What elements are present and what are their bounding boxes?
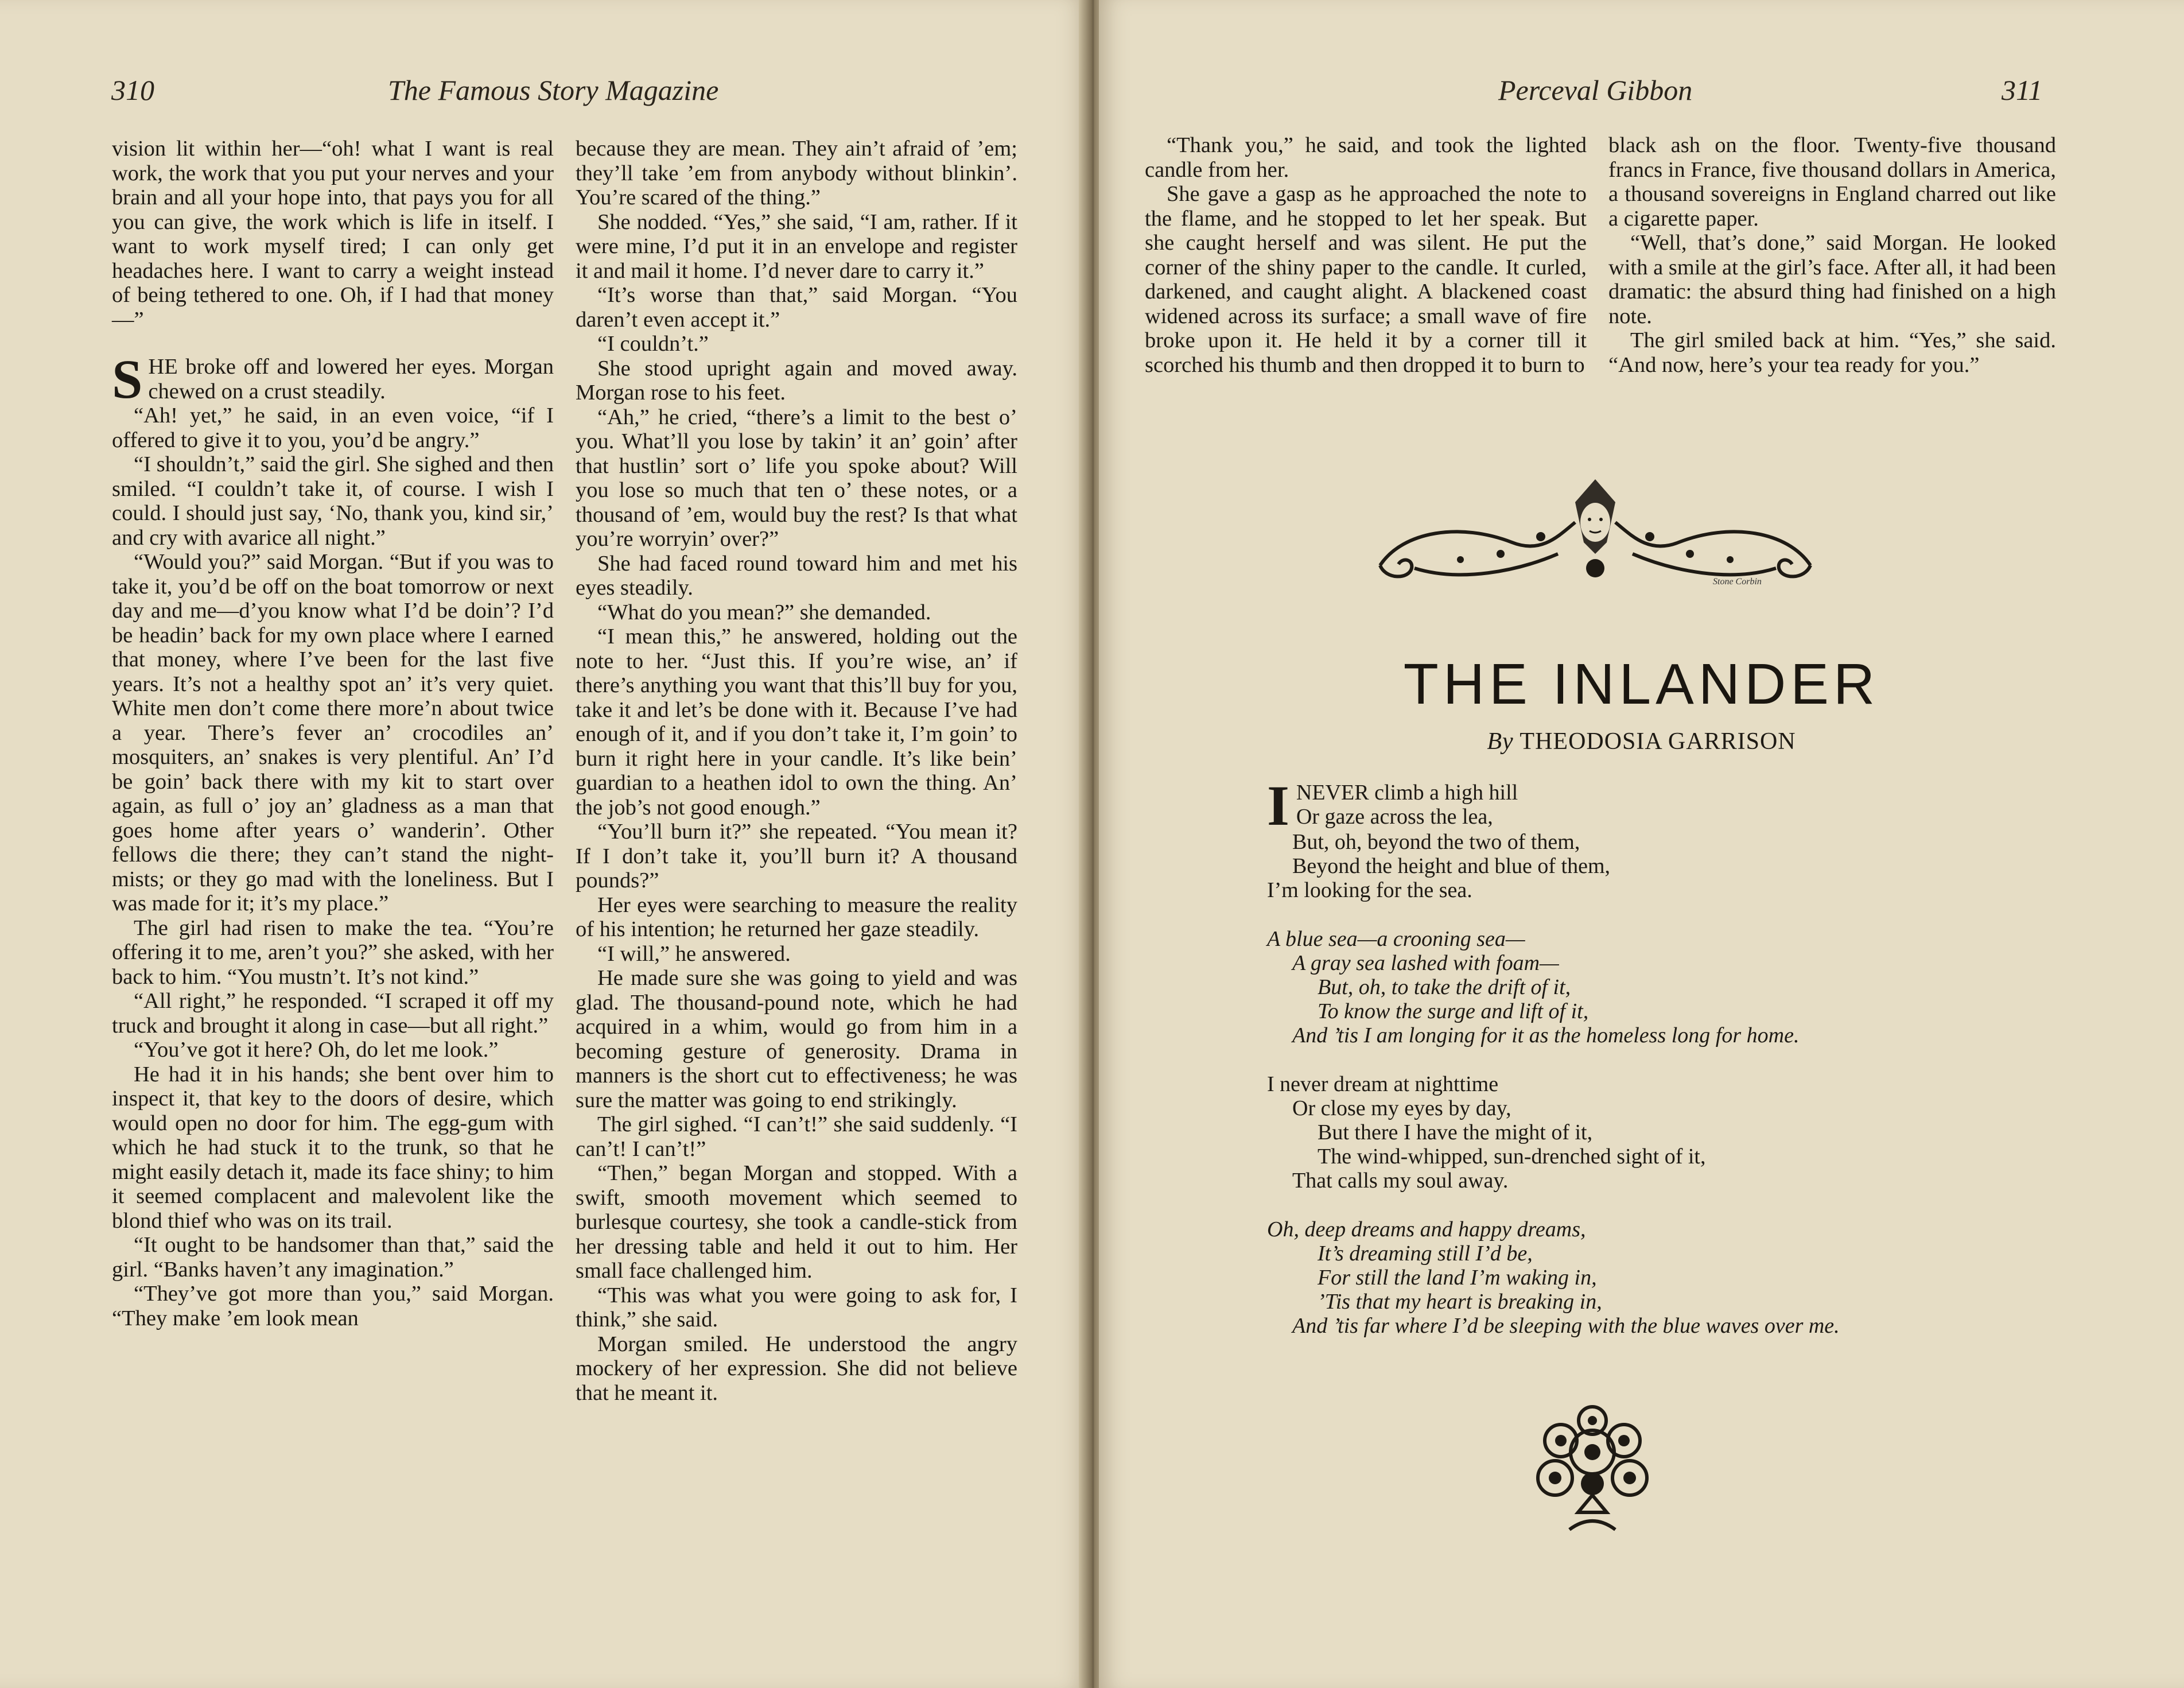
poem-line: It’s dreaming still I’d be, [1318,1241,1533,1266]
paragraph: vision lit within her—“oh! what I want is real work, the work that you put your nerves and your brain and all your hope into, that pays you for all you can give, the work which is life in itself. I want to work myself tired; I can only get headaches here. I want to carry a weight instead of being tethered to one. Oh, if I had that money—” [112,137,554,332]
paragraph: “You’ve got it here? Oh, do let me look.” [134,1038,499,1062]
paragraph: “Well, that’s done,” said Morgan. He looked with a smile at the girl’s face. After all, it had been dramatic: the absurd thing had finished on a high note. [1608,231,2056,328]
poem-line: But, oh, beyond the two of them, [1292,830,1580,854]
poem-line: And ’tis I am longing for it as the homeless long for home. [1292,1023,1800,1048]
page-number-left: 310 [111,74,154,106]
paragraph: “Ah! yet,” he said, in an even voice, “if I offered to give it to you, you’d be angry.” [112,403,554,452]
poem-line: I never dream at nighttime [1267,1072,1499,1096]
poem-line: To know the surge and lift of it, [1318,999,1589,1024]
stanza-3 [1267,1072,2013,1193]
poem-line: A blue sea—a crooning sea— [1267,926,1525,951]
stanza-2 [1267,927,2013,1048]
right-column-2 [1608,133,2056,377]
paragraph: black ash on the floor. Twenty-five thousand francs in France, five thousand dollars in America, a thousand sovereigns in England charred out like a cigarette paper. [1608,133,2056,231]
left-page [0,0,1087,1688]
paragraph: “All right,” he responded. “I scraped it off my truck and brought it along in case—but all right.” [112,989,554,1038]
paragraph: because they are mean. They ain’t afraid of ’em; they’ll take ’em from anybody without blinkin’. You’re scared of the thing.” [576,137,1017,209]
poem-author: THEODOSIA GARRISON [1520,728,1796,755]
left-column-1 [112,137,554,1330]
poem [1267,774,2013,1363]
poem-title: THE INLANDER [1403,652,1880,716]
poem-line: But, oh, to take the drift of it, [1318,975,1571,1000]
stanza-4 [1267,1217,2013,1338]
running-title-right: Perceval Gibbon [1498,74,1693,106]
poem-line: Or gaze across the lea, [1296,805,1493,829]
poem-line: ’Tis that my heart is breaking in, [1318,1290,1602,1314]
paragraph: “I will,” he answered. [597,941,791,966]
paragraph: “I mean this,” he answered, holding out the note to her. “Just this. If you’re wise, an’ if there’s anything you want that this’ll buy for you, take it and let’s be done with it. Because I’ve had enough of it, and if you don’t take it, I’m goin’ to burn it right here in your candle. It’s like bein’ guardian to a heathen idol to own the thing. An’ the job’s not good enough.” [576,624,1017,820]
paragraph: “You’ll burn it?” she repeated. “You mean it? If I don’t take it, you’ll burn it? A thousand pounds?” [576,820,1017,892]
poem-drop-cap: I [1267,774,1289,837]
poem-line: A gray sea lashed with foam— [1292,950,1559,975]
stanza-1 [1267,774,2013,903]
right-column-1 [1145,133,1587,377]
paragraph: “They’ve got more than you,” said Morgan. “They make ’em look mean [112,1282,554,1330]
poem-line: Or close my eyes by day, [1292,1096,1511,1120]
paragraph: “What do you mean?” she demanded. [597,600,931,624]
paragraph: “I shouldn’t,” said the girl. She sighed and then smiled. “I couldn’t take it, of course. I wish I could. I should just say, ‘No, thank you, kind sir,’ and cry with avarice all night.” [112,452,554,550]
paragraph: “Would you?” said Morgan. “But if you was to take it, you’d be off on the boat tomorrow or next day and me—d’you know what I’d be doin’? I’d be headin’ back for my own place where I earned that money, where I’ve been for the last five years. It’s not a healthy spot an’ it’s very quiet. White men don’t come there more’n about twice a year. There’s fever an’ crocodiles an’ mosquiters, an’ snakes is very plentiful. An’ I’d be goin’ back there with my kit to start over again, as full o’ joy an’ gladness as a man that goes home after years o’ wanderin’. Other fellows die there; they can’t stand the night-mists; or they go mad with the loneliness. But I was made for it; it’s my place.” [112,550,554,915]
paragraph: She stood upright again and moved away. Morgan rose to his feet. [576,356,1017,405]
paragraph: “It’s worse than that,” said Morgan. “You daren’t even accept it.” [576,283,1017,332]
paragraph: The girl smiled back at him. “Yes,” she said. “And now, here’s your tea ready for you.” [1608,328,2056,377]
byline-by: By [1487,728,1514,755]
paragraph [112,348,554,410]
paragraph: Her eyes were searching to measure the reality of his intention; he returned her gaze steadily. [576,892,1017,941]
paragraph: “I couldn’t.” [597,332,709,356]
paragraph: Morgan smiled. He understood the angry mockery of her expression. She did not believe that he meant it. [576,1332,1017,1405]
poem-line: NEVER climb a high hill [1296,781,1518,805]
paragraph-text: HE broke off and lowered her eyes. Morgan chewed on a crust steadily. [148,355,554,403]
paragraph: He made sure she was going to yield and was glad. The thousand-pound note, which he had acquired in a whim, would go from him in a becoming gesture of generosity. Drama in manners is the short cut to effectiveness; he was sure the matter was going to end strikingly. [576,966,1017,1112]
headpiece-ornament-icon [1369,468,1822,594]
byline [1099,728,2184,755]
running-title-left: The Famous Story Magazine [388,74,719,106]
poem-line: For still the land I’m waking in, [1318,1266,1597,1290]
poem-line: That calls my soul away. [1292,1169,1509,1193]
ornament-signature: Stone Corbin [1713,577,1762,587]
paragraph: “Then,” began Morgan and stopped. With a swift, smooth movement which seemed to burlesque courtesy, she took a candle-stick from her dressing table and held it out to him. Her small face challenged him. [576,1161,1017,1283]
paragraph: She gave a gasp as he approached the note to the flame, and he stopped to let her speak. But she caught herself and was silent. He put the corner of the shiny paper to the candle. It curled, darkened, and caught alight. A blackened coast widened across its surface; a small wave of fire broke upon it. He held it by a corner till it scorched his thumb and then dropped it to burn to [1145,182,1587,377]
paragraph: “Thank you,” he said, and took the lighted candle from her. [1145,133,1587,182]
paragraph: She had faced round toward him and met his eyes steadily. [576,551,1017,600]
poem-line: And ’tis far where I’d be sleeping with the blue waves over me. [1292,1314,1840,1338]
left-column-2 [576,137,1017,1405]
poem-line: Beyond the height and blue of them, [1292,854,1611,879]
poem-line: The wind-whipped, sun-drenched sight of it, [1318,1144,1706,1169]
paragraph: She nodded. “Yes,” she said, “I am, rather. If it were mine, I’d put it in an envelope and register it and mail it home. I’d never dare to carry it.” [576,209,1017,283]
flower-bouquet-icon [1515,1398,1670,1547]
poem-line: I’m looking for the sea. [1267,878,1472,903]
paragraph: The girl sighed. “I can’t!” she said suddenly. “I can’t! I can’t!” [576,1112,1017,1161]
paragraph: The girl had risen to make the tea. “You’re offering it to me, aren’t you?” she asked, with her back to him. “You mustn’t. It’s not kind.” [112,915,554,989]
paragraph: “Ah,” he cried, “there’s a limit to the best o’ you. What’ll you lose by takin’ it an’ goin’ after that hustlin’ sort o’ life you spoke about? Will you lose so much that ten o’ these notes, or a thousand of ’em, would buy the rest? Is that what you’re worryin’ over?” [576,405,1017,551]
paragraph: “This was what you were going to ask for, I think,” she said. [576,1283,1017,1332]
paragraph: “It ought to be handsomer than that,” said the girl. “Banks haven’t any imagination.” [112,1233,554,1282]
poem-line: Oh, deep dreams and happy dreams, [1267,1217,1586,1241]
page-number-right: 311 [2002,74,2043,106]
drop-cap: S [112,348,143,410]
poem-line: But there I have the might of it, [1318,1120,1593,1145]
paragraph: He had it in his hands; she bent over him to inspect it, that key to the doors of desire, which would open no door for him. The egg-gum with which he had stuck it to the trunk, so that he might easily detach it, made its face shiny; to him it seemed complacent and malevolent like the blond thief who was on its trail. [112,1062,554,1233]
